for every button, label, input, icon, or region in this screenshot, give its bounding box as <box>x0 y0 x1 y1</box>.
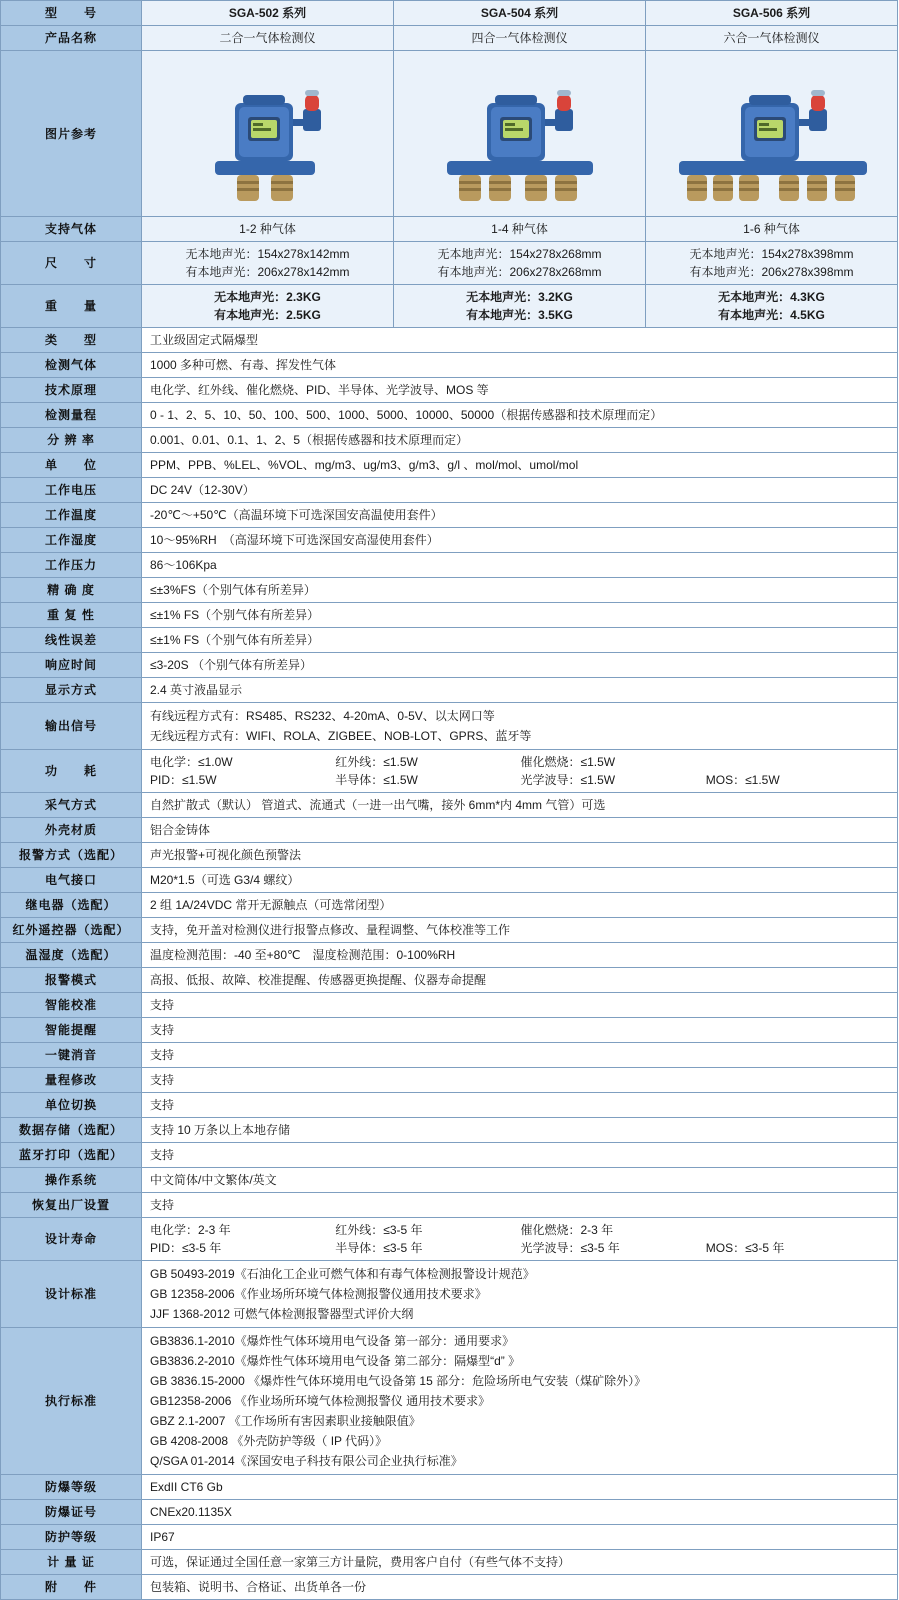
table-row-lifetime <box>1 1218 898 1261</box>
row-value-range-modify: 支持 <box>142 1068 898 1093</box>
weight-502-line2: 有本地声光：2.5KG <box>214 308 321 322</box>
model-506: SGA-506 系列 <box>646 1 898 26</box>
model-502: SGA-502 系列 <box>142 1 394 26</box>
row-label-bluetooth-print: 蓝牙打印（选配） <box>1 1143 142 1168</box>
table-row-smart-reminder <box>1 1018 898 1043</box>
table-row-one-key-mute <box>1 1043 898 1068</box>
table-row-accuracy <box>1 578 898 603</box>
product-photo-506 <box>646 51 898 217</box>
exec-standard-line-6: GB 4208-2008 《外壳防护等级（ IP 代码）》 <box>150 1434 388 1448</box>
row-value-tech-principle: 电化学、红外线、催化燃烧、PID、半导体、光学波导、MOS 等 <box>142 378 898 403</box>
row-value-response-time: ≤3-20S （个别气体有所差异） <box>142 653 898 678</box>
weight-504-line1: 无本地声光：3.2KG <box>466 290 573 304</box>
lifetime-mos: MOS：≤3-5 年 <box>705 1241 785 1255</box>
row-value-work-pressure: 86～106Kpa <box>142 553 898 578</box>
exec-standard-line-2: GB3836.2-2010《爆炸性气体环境用电气设备 第二部分：隔爆型“d” 》 <box>150 1354 521 1368</box>
row-value-output-signal <box>142 703 898 750</box>
table-row-model <box>1 1 898 26</box>
row-label-os: 操作系统 <box>1 1168 142 1193</box>
row-label-ex-grade: 防爆等级 <box>1 1475 142 1500</box>
row-label-factory-reset: 恢复出厂设置 <box>1 1193 142 1218</box>
weight-506 <box>646 285 898 328</box>
table-row-smart-calibration <box>1 993 898 1018</box>
row-label-type: 类 型 <box>1 328 142 353</box>
row-label-sampling: 采气方式 <box>1 793 142 818</box>
table-row-temp-humidity <box>1 943 898 968</box>
row-label-smart-calibration: 智能校准 <box>1 993 142 1018</box>
lifetime-line-1 <box>150 1221 891 1239</box>
table-row-unit <box>1 453 898 478</box>
row-label-size: 尺 寸 <box>1 242 142 285</box>
row-label-support-gas: 支持气体 <box>1 217 142 242</box>
row-label-relay: 继电器（选配） <box>1 893 142 918</box>
table-row-accessories <box>1 1575 898 1600</box>
row-label-accessories: 附 件 <box>1 1575 142 1600</box>
table-row-bluetooth-print <box>1 1143 898 1168</box>
table-row-ex-grade <box>1 1475 898 1500</box>
table-row-ex-cert <box>1 1500 898 1525</box>
row-value-accuracy: ≤±3%FS（个别气体有所差异） <box>142 578 898 603</box>
support-gas-506: 1-6 种气体 <box>646 217 898 242</box>
row-value-bluetooth-print: 支持 <box>142 1143 898 1168</box>
row-label-work-pressure: 工作压力 <box>1 553 142 578</box>
row-value-detect-gas: 1000 多种可燃、有毒、挥发性气体 <box>142 353 898 378</box>
table-row-exec-standard <box>1 1328 898 1475</box>
table-row-power <box>1 750 898 793</box>
exec-standard-line-1: GB3836.1-2010《爆炸性气体环境用电气设备 第一部分：通用要求》 <box>150 1334 515 1348</box>
weight-506-line1: 无本地声光：4.3KG <box>718 290 825 304</box>
table-row-resolution <box>1 428 898 453</box>
row-label-display: 显示方式 <box>1 678 142 703</box>
row-label-smart-reminder: 智能提醒 <box>1 1018 142 1043</box>
size-506-line2: 有本地声光：206x278x398mm <box>689 265 854 279</box>
row-value-voltage: DC 24V（12-30V） <box>142 478 898 503</box>
exec-standard-line-3: GB 3836.15-2000 《爆炸性气体环境用电气设备第 15 部分：危险场所电气安装（煤矿除外）》 <box>150 1374 647 1388</box>
table-row-product-name <box>1 26 898 51</box>
row-value-display: 2.4 英寸液晶显示 <box>142 678 898 703</box>
row-label-response-time: 响应时间 <box>1 653 142 678</box>
lifetime-blank <box>706 1221 891 1239</box>
power-blank <box>706 753 891 771</box>
design-standard-line-3: JJF 1368-2012 可燃气体检测报警器型式评价大纲 <box>150 1307 414 1321</box>
model-504: SGA-504 系列 <box>394 1 646 26</box>
product-photo-502 <box>142 51 394 217</box>
lifetime-optical: 光学波导：≤3-5 年 <box>520 1241 620 1255</box>
row-label-unit-switch: 单位切换 <box>1 1093 142 1118</box>
size-502-line1: 无本地声光：154x278x142mm <box>185 247 350 261</box>
row-value-ex-grade: ExdII CT6 Gb <box>142 1475 898 1500</box>
table-row-factory-reset <box>1 1193 898 1218</box>
row-label-output-signal: 输出信号 <box>1 703 142 750</box>
row-label-housing: 外壳材质 <box>1 818 142 843</box>
row-value-os: 中文简体/中文繁体/英文 <box>142 1168 898 1193</box>
table-row-output-signal <box>1 703 898 750</box>
power-infrared: 红外线：≤1.5W <box>335 755 418 769</box>
exec-standard-line-5: GBZ 2.1-2007 《工作场所有害因素职业接触限值》 <box>150 1414 421 1428</box>
row-label-photo: 图片参考 <box>1 51 142 217</box>
row-label-temp-humidity: 温湿度（选配） <box>1 943 142 968</box>
row-label-voltage: 工作电压 <box>1 478 142 503</box>
row-label-resolution: 分 辨 率 <box>1 428 142 453</box>
row-label-one-key-mute: 一键消音 <box>1 1043 142 1068</box>
row-value-relay: 2 组 1A/24VDC 常开无源触点（可选常闭型） <box>142 893 898 918</box>
table-row-alarm-type <box>1 843 898 868</box>
row-label-repeatability: 重 复 性 <box>1 603 142 628</box>
support-gas-504: 1-4 种气体 <box>394 217 646 242</box>
row-value-data-storage: 支持 10 万条以上本地存储 <box>142 1118 898 1143</box>
row-label-model: 型 号 <box>1 1 142 26</box>
size-506 <box>646 242 898 285</box>
weight-502 <box>142 285 394 328</box>
row-value-sampling: 自然扩散式（默认） 管道式、流通式（一进一出气嘴，接外 6mm*内 4mm 气管）可选 <box>142 793 898 818</box>
design-standard-line-2: GB 12358-2006《作业场所环境气体检测报警仪通用技术要求》 <box>150 1287 487 1301</box>
row-label-ir-remote: 红外遥控器（选配） <box>1 918 142 943</box>
power-line-2 <box>150 771 891 789</box>
table-row-range-modify <box>1 1068 898 1093</box>
row-label-product-name: 产品名称 <box>1 26 142 51</box>
table-row-work-temp <box>1 503 898 528</box>
row-value-work-humidity: 10～95%RH （高湿环境下可选深国安高湿使用套件） <box>142 528 898 553</box>
table-row-type <box>1 328 898 353</box>
row-value-resolution: 0.001、0.01、0.1、1、2、5（根据传感器和技术原理而定） <box>142 428 898 453</box>
power-pid: PID：≤1.5W <box>150 773 217 787</box>
row-label-accuracy: 精 确 度 <box>1 578 142 603</box>
table-row-repeatability <box>1 603 898 628</box>
table-row-electrical-interface <box>1 868 898 893</box>
product-name-504: 四合一气体检测仪 <box>394 26 646 51</box>
product-name-502: 二合一气体检测仪 <box>142 26 394 51</box>
weight-506-line2: 有本地声光：4.5KG <box>718 308 825 322</box>
row-value-type: 工业级固定式隔爆型 <box>142 328 898 353</box>
row-value-housing: 铝合金铸体 <box>142 818 898 843</box>
table-row-unit-switch <box>1 1093 898 1118</box>
row-label-linear-error: 线性误差 <box>1 628 142 653</box>
row-value-design-standard <box>142 1261 898 1328</box>
table-row-metrology-cert <box>1 1550 898 1575</box>
table-row-housing <box>1 818 898 843</box>
table-row-voltage <box>1 478 898 503</box>
power-optical: 光学波导：≤1.5W <box>520 773 616 787</box>
exec-standard-line-4: GB12358-2006 《作业场所环境气体检测报警仪 通用技术要求》 <box>150 1394 491 1408</box>
row-value-alarm-type: 声光报警+可视化颜色预警法 <box>142 843 898 868</box>
row-value-lifetime <box>142 1218 898 1261</box>
lifetime-semiconductor: 半导体：≤3-5 年 <box>335 1241 423 1255</box>
table-row-work-pressure <box>1 553 898 578</box>
device-illustration-2gas <box>193 57 343 205</box>
exec-standard-line-7: Q/SGA 01-2014《深国安电子科技有限公司企业执行标准》 <box>150 1454 463 1468</box>
row-value-metrology-cert: 可选，保证通过全国任意一家第三方计量院，费用客户自付（有些气体不支持） <box>142 1550 898 1575</box>
power-semiconductor: 半导体：≤1.5W <box>335 773 418 787</box>
row-label-data-storage: 数据存储（选配） <box>1 1118 142 1143</box>
lifetime-pid: PID：≤3-5 年 <box>150 1241 222 1255</box>
table-row-photo <box>1 51 898 217</box>
row-value-smart-calibration: 支持 <box>142 993 898 1018</box>
table-row-ip-grade <box>1 1525 898 1550</box>
table-row-linear-error <box>1 628 898 653</box>
row-label-weight: 重 量 <box>1 285 142 328</box>
lifetime-line-2 <box>150 1239 891 1257</box>
table-row-tech-principle <box>1 378 898 403</box>
row-label-electrical-interface: 电气接口 <box>1 868 142 893</box>
row-value-exec-standard <box>142 1328 898 1475</box>
row-value-one-key-mute: 支持 <box>142 1043 898 1068</box>
row-label-work-temp: 工作温度 <box>1 503 142 528</box>
size-502 <box>142 242 394 285</box>
row-label-lifetime: 设计寿命 <box>1 1218 142 1261</box>
size-504-line2: 有本地声光：206x278x268mm <box>437 265 602 279</box>
row-label-unit: 单 位 <box>1 453 142 478</box>
row-label-ex-cert: 防爆证号 <box>1 1500 142 1525</box>
design-standard-line-1: GB 50493-2019《石油化工企业可燃气体和有毒气体检测报警设计规范》 <box>150 1267 535 1281</box>
table-row-data-storage <box>1 1118 898 1143</box>
table-row-os <box>1 1168 898 1193</box>
power-catalytic: 催化燃烧：≤1.5W <box>520 755 616 769</box>
row-value-temp-humidity: 温度检测范围：-40 至+80℃ 湿度检测范围：0-100%RH <box>142 943 898 968</box>
table-row-design-standard <box>1 1261 898 1328</box>
row-value-ex-cert: CNEx20.1135X <box>142 1500 898 1525</box>
row-label-power: 功 耗 <box>1 750 142 793</box>
weight-504 <box>394 285 646 328</box>
table-row-detect-gas <box>1 353 898 378</box>
size-504-line1: 无本地声光：154x278x268mm <box>437 247 602 261</box>
row-value-ir-remote: 支持，免开盖对检测仪进行报警点修改、量程调整、气体校准等工作 <box>142 918 898 943</box>
table-row-alarm-mode <box>1 968 898 993</box>
row-value-unit: PPM、PPB、%LEL、%VOL、mg/m3、ug/m3、g/m3、g/l 、mol/mol、umol/mol <box>142 453 898 478</box>
row-value-repeatability: ≤±1% FS（个别气体有所差异） <box>142 603 898 628</box>
size-506-line1: 无本地声光：154x278x398mm <box>689 247 854 261</box>
row-label-work-humidity: 工作湿度 <box>1 528 142 553</box>
row-label-detect-gas: 检测气体 <box>1 353 142 378</box>
table-row-work-humidity <box>1 528 898 553</box>
row-label-exec-standard: 执行标准 <box>1 1328 142 1475</box>
table-row-display <box>1 678 898 703</box>
row-label-range: 检测量程 <box>1 403 142 428</box>
table-row-sampling <box>1 793 898 818</box>
row-value-smart-reminder: 支持 <box>142 1018 898 1043</box>
device-illustration-6gas <box>657 57 887 205</box>
output-signal-wired: 有线远程方式有：RS485、RS232、4-20mA、0-5V、以太网口等 <box>150 709 495 723</box>
table-row-weight <box>1 285 898 328</box>
output-signal-wireless: 无线远程方式有：WIFI、ROLA、ZIGBEE、NOB-LOT、GPRS、蓝牙等 <box>150 729 532 743</box>
size-502-line2: 有本地声光：206x278x142mm <box>185 265 350 279</box>
table-row-relay <box>1 893 898 918</box>
row-value-work-temp: -20℃～+50℃（高温环境下可选深国安高温使用套件） <box>142 503 898 528</box>
power-mos: MOS：≤1.5W <box>705 773 780 787</box>
weight-502-line1: 无本地声光：2.3KG <box>214 290 321 304</box>
row-label-metrology-cert: 计 量 证 <box>1 1550 142 1575</box>
table-row-support-gas <box>1 217 898 242</box>
row-value-electrical-interface: M20*1.5（可选 G3/4 螺纹） <box>142 868 898 893</box>
table-row-ir-remote <box>1 918 898 943</box>
row-label-tech-principle: 技术原理 <box>1 378 142 403</box>
lifetime-catalytic: 催化燃烧：2-3 年 <box>520 1223 614 1237</box>
row-label-alarm-type: 报警方式（选配） <box>1 843 142 868</box>
row-value-linear-error: ≤±1% FS（个别气体有所差异） <box>142 628 898 653</box>
row-label-ip-grade: 防护等级 <box>1 1525 142 1550</box>
row-value-range: 0 - 1、2、5、10、50、100、500、1000、5000、10000、50000（根据传感器和技术原理而定） <box>142 403 898 428</box>
row-value-accessories: 包装箱、说明书、合格证、出货单各一份 <box>142 1575 898 1600</box>
row-label-range-modify: 量程修改 <box>1 1068 142 1093</box>
product-name-506: 六合一气体检测仪 <box>646 26 898 51</box>
row-value-alarm-mode: 高报、低报、故障、校准提醒、传感器更换提醒、仪器寿命提醒 <box>142 968 898 993</box>
product-photo-504 <box>394 51 646 217</box>
row-value-power <box>142 750 898 793</box>
power-line-1 <box>150 753 891 771</box>
row-value-ip-grade: IP67 <box>142 1525 898 1550</box>
row-label-alarm-mode: 报警模式 <box>1 968 142 993</box>
table-row-range <box>1 403 898 428</box>
table-row-response-time <box>1 653 898 678</box>
row-value-unit-switch: 支持 <box>142 1093 898 1118</box>
device-illustration-4gas <box>425 57 615 205</box>
lifetime-infrared: 红外线：≤3-5 年 <box>335 1223 423 1237</box>
weight-504-line2: 有本地声光：3.5KG <box>466 308 573 322</box>
row-label-design-standard: 设计标准 <box>1 1261 142 1328</box>
size-504 <box>394 242 646 285</box>
table-row-size <box>1 242 898 285</box>
support-gas-502: 1-2 种气体 <box>142 217 394 242</box>
row-value-factory-reset: 支持 <box>142 1193 898 1218</box>
power-electrochemical: 电化学：≤1.0W <box>150 755 233 769</box>
lifetime-electrochemical: 电化学：2-3 年 <box>150 1223 231 1237</box>
